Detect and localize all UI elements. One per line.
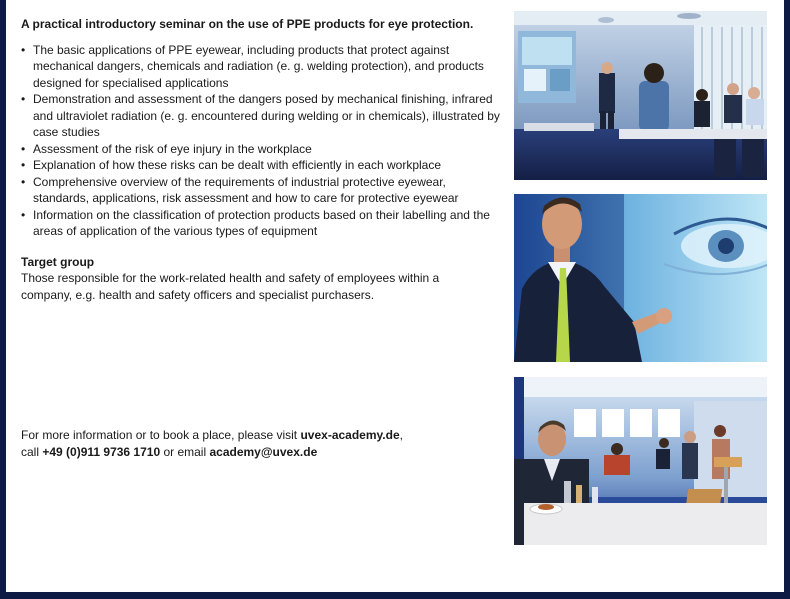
topic-item: • Information on the classification of protection products based on their labelling and the areas of application of the various types of equipment [21, 207, 501, 240]
contact-comma: , [399, 428, 403, 442]
seminar-description [21, 16, 501, 303]
canteen-photo [514, 377, 767, 545]
contact-visit-text: For more information or to book a place, please visit [21, 428, 301, 442]
contact-line-2 [21, 444, 491, 461]
seminar-room-photo [514, 11, 767, 180]
topic-item: • Explanation of how these risks can be dealt with efficiently in each workplace [21, 157, 501, 174]
target-group-heading: Target group [21, 254, 95, 269]
contact-info [21, 427, 491, 461]
email-link[interactable]: academy@uvex.de [209, 445, 318, 459]
presenter-photo [514, 194, 767, 362]
intro-heading: A practical introductory seminar on the use of PPE products for eye protection. [21, 17, 474, 31]
topic-list [21, 42, 501, 240]
phone-number[interactable]: +49 (0)911 9736 1710 [42, 445, 161, 459]
topic-item: • Demonstration and assessment of the dangers posed by mechanical finishing, infrared and ultraviolet radiation (e. g. encountered during welding or in chemicals), illustrated by case studies [21, 91, 501, 141]
topic-item: • Comprehensive overview of the requirements of industrial protective eyewear, standards, applications, risk assessment and how to care for protective eyewear [21, 174, 501, 207]
target-group-text: Those responsible for the work-related health and safety of employees within a company, e.g. health and safety officers and specialist purchasers. [21, 271, 440, 302]
website-link[interactable]: uvex-academy.de [300, 428, 400, 442]
contact-email-text: or email [160, 445, 210, 459]
contact-call-text: call [21, 445, 43, 459]
contact-line-1 [21, 427, 491, 444]
topic-item: • The basic applications of PPE eyewear, including products that protect against mechanical dangers, chemicals and radiation (e. g. welding protection), and products designed for specialised applications [21, 42, 501, 92]
brochure-page [6, 0, 784, 592]
topic-item: • Assessment of the risk of eye injury in the workplace [21, 141, 501, 158]
